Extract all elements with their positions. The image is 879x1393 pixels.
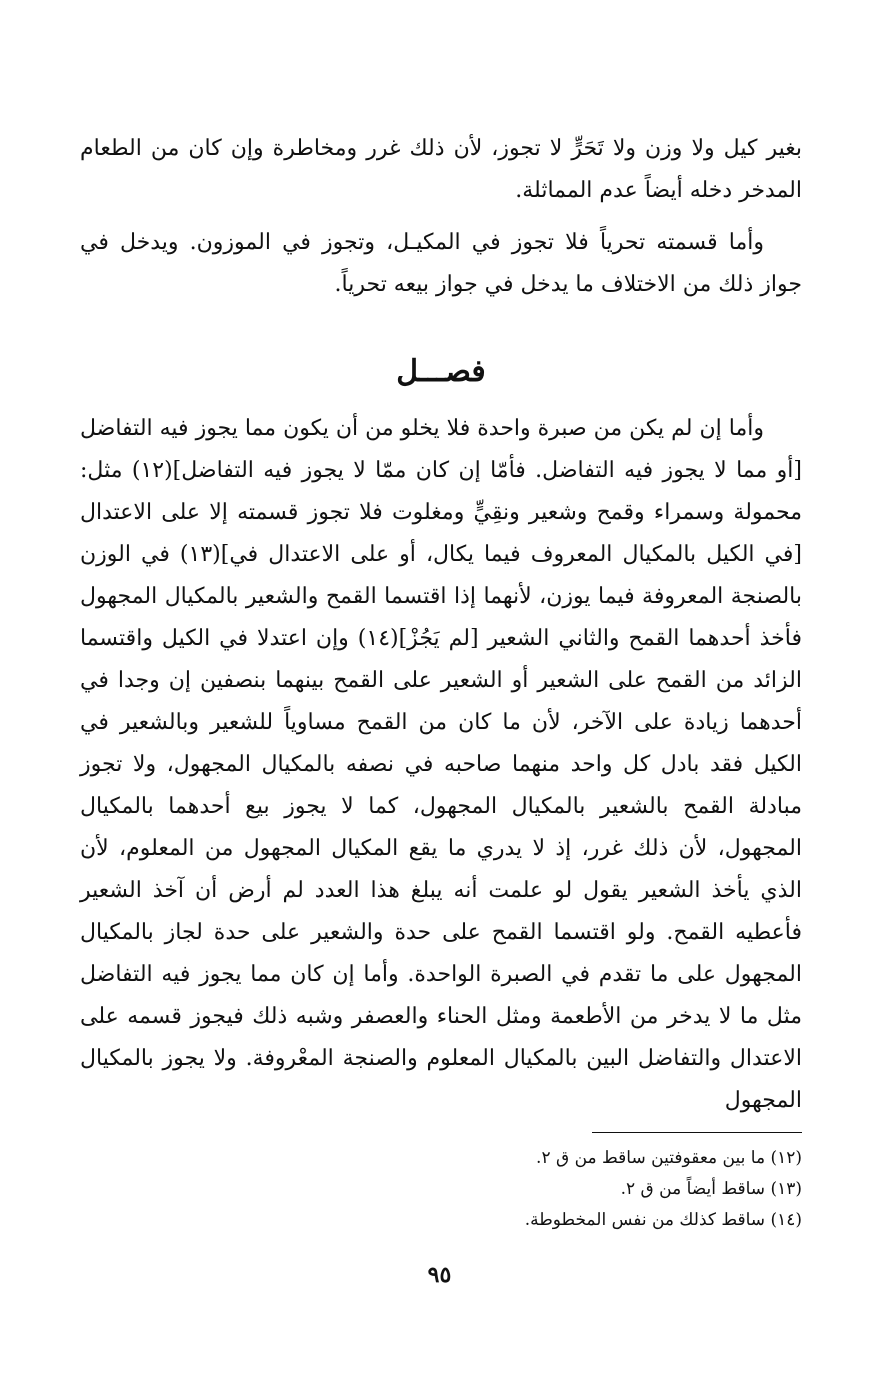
paragraph-1: بغير كيل ولا وزن ولا تَحَرٍّ لا تجوز، لأن ذلك غرر ومخاطرة وإن كان من الطعام المدخر دخله أيضاً عدم المماثلة. — [80, 136, 802, 203]
page-body — [80, 128, 802, 1122]
footnote-12: (١٢) ما بين معقوفتين ساقط من ق ٢. — [536, 1148, 802, 1168]
section-body: وأما إن لم يكن من صبرة واحدة فلا يخلو من أن يكون مما يجوز فيه التفاضل [أو مما لا يجوز فيه التفاضل. فأمّا إن كان ممّا لا يجوز فيه التفاضل](١٢) مثل: محمولة وسمراء وقمح وشعير ونقِيٍّ ومغلوت فلا تجوز قسمته إلا على الاعتدال [في الكيل بالمكيال المعروف فيما يكال، أو على الاعتدال في](١٣) في الوزن بالصنجة المعروفة فيما يوزن، لأنهما إذا اقتسما القمح والشعير بالمكيال المجهول فأخذ أحدهما القمح والثاني الشعير [لم يَجُزْ](١٤) وإن اعتدلا في الكيل واقتسما الزائد من القمح على الشعير أو الشعير على القمح بينهما بنصفين إن وجدا في أحدهما زيادة على الآخر، لأن ما كان من القمح مساوياً للشعير وبالشعير في الكيل فقد بادل كل واحد منهما صاحبه في نصفه بالمكيال المجهول، ولا تجوز مبادلة القمح بالشعير بالمكيال المجهول، كما لا يجوز بيع أحدهما بالمكيال المجهول، لأن ذلك غرر، إذ لا يدري ما يقع المكيال المجهول من المعلوم، لأن الذي يأخذ الشعير يقول لو علمت أنه يبلغ هذا العدد لم أرض أن آخذ الشعير فأعطيه القمح. ولو اقتسما القمح على حدة والشعير على حدة لجاز بالمكيال المجهول على ما تقدم في الصبرة الواحدة. وأما إن كان مما يجوز فيه التفاضل مثل ما لا يدخر من الأطعمة ومثل الحناء والعصفر وشبه ذلك فيجوز قسمه على الاعتدال والتفاضل البين بالمكيال المعلوم والصنجة المعْروفة. ولا يجوز بالمكيال المجهول — [80, 416, 802, 1113]
page-number: ٩٥ — [427, 1262, 452, 1288]
footnote-14: (١٤) ساقط كذلك من نفس المخطوطة. — [524, 1210, 802, 1230]
footnote-13: (١٣) ساقط أيضاً من ق ٢. — [620, 1179, 802, 1199]
paragraph-2: وأما قسمته تحرياً فلا تجوز في المكيـل، وتجوز في الموزون. ويدخل في جواز ذلك من الاختلاف ما يدخل في جواز بيعه تحرياً. — [80, 230, 802, 297]
paragraph-gap — [80, 212, 802, 222]
section-heading: فصـــل — [396, 354, 486, 389]
footnote-divider — [592, 1132, 802, 1133]
footnotes — [80, 1132, 802, 1236]
